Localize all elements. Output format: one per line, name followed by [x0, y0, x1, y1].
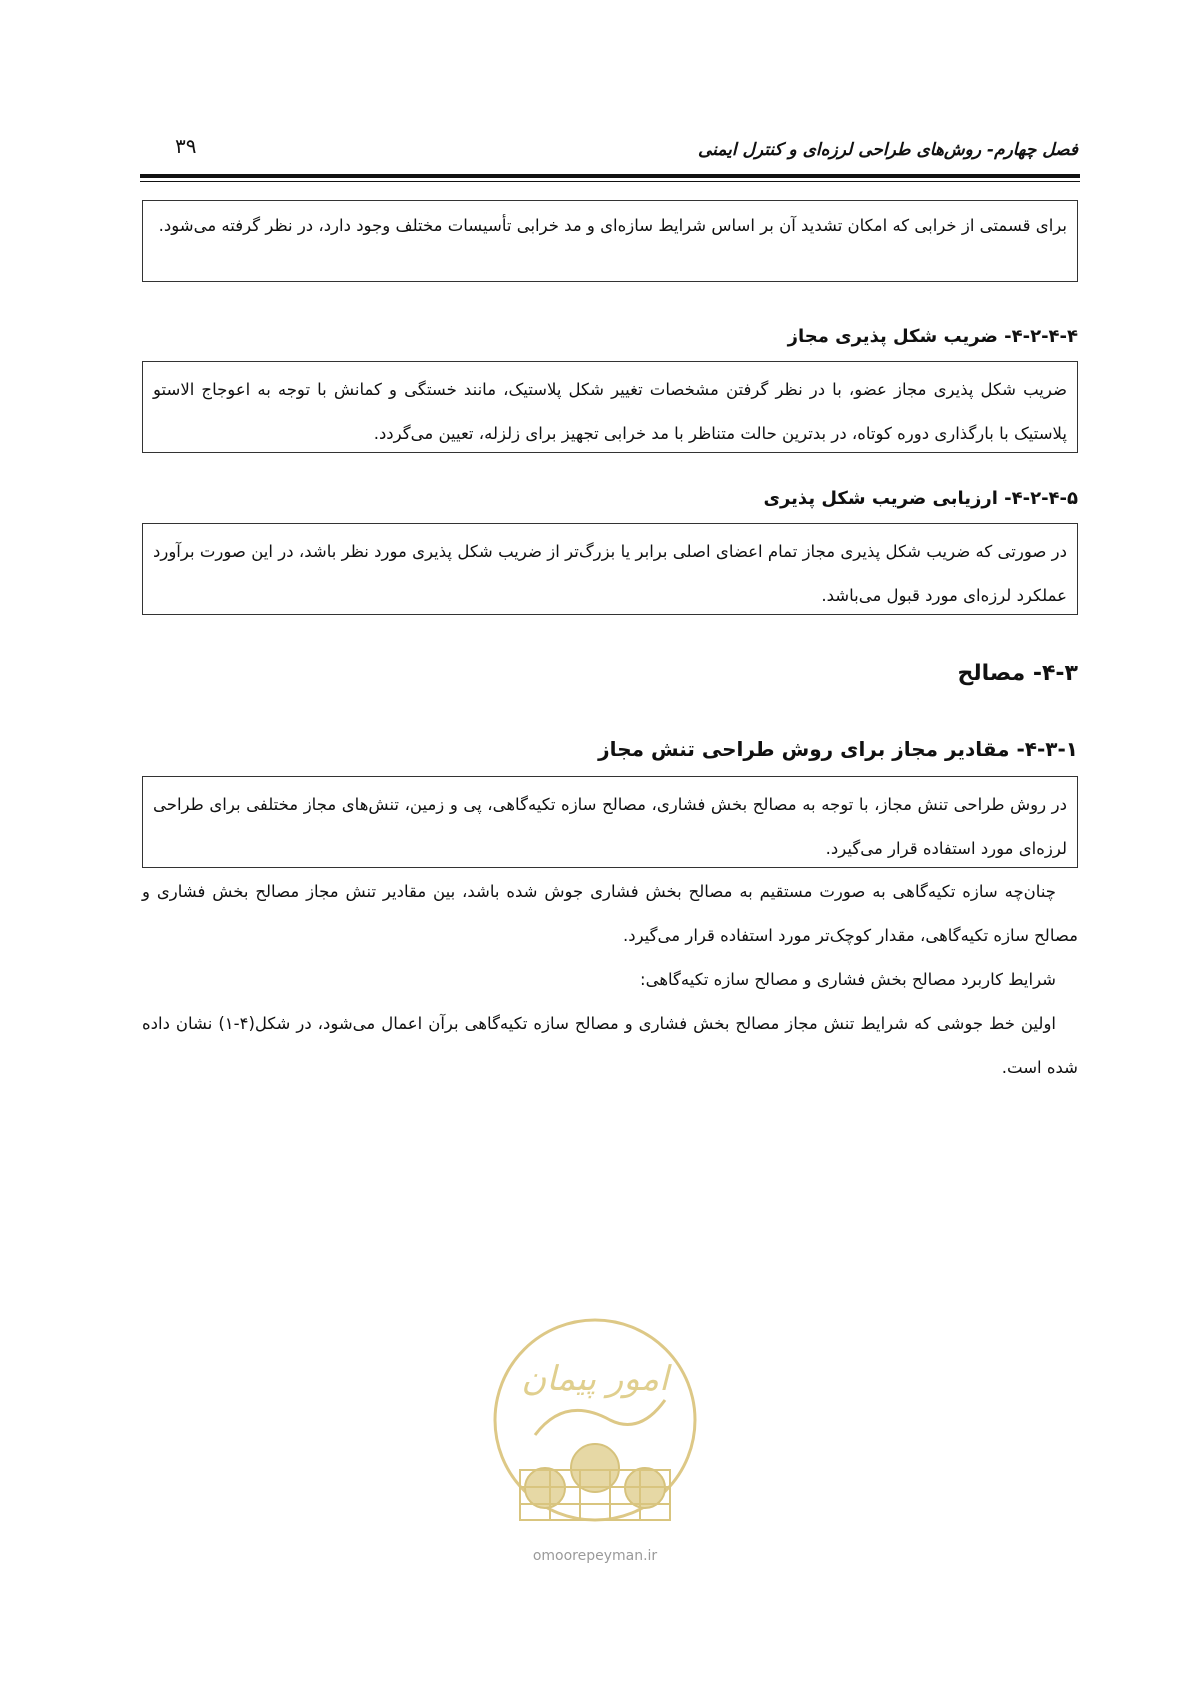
paragraph-conditions: شرایط کاربرد مصالح بخش فشاری و مصالح سازه تکیه‌گاهی:	[640, 970, 1056, 989]
watermark-logo-text: امور پیمان	[521, 1359, 669, 1399]
watermark-caption: omoorepeyman.ir	[532, 1548, 658, 1564]
paragraph-first-weld: اولین خط جوشی که شرایط تنش مجاز مصالح بخش فشاری و مصالح سازه تکیه‌گاهی برآن اعمال می‌شود، در شکل(۴-۱) نشان داده شده است.	[142, 1014, 1078, 1077]
evaluation-box: در صورتی که ضریب شکل پذیری مجاز تمام اعضای اصلی برابر یا بزرگ‌تر از ضریب شکل پذیری مورد نظر باشد، در این صورت برآورد عملکرد لرزه‌ای مورد قبول می‌باشد.	[142, 523, 1078, 615]
page-number: ۳۹	[175, 134, 197, 158]
allowable-stress-box: در روش طراحی تنش مجاز، با توجه به مصالح بخش فشاری، مصالح سازه تکیه‌گاهی، پی و زمین، تنش‌های مجاز مختلفی برای طراحی لرزه‌ای مورد استفاده قرار می‌گیرد.	[142, 776, 1078, 868]
section-heading-4-2-4-5: ۴-۲-۴-۵- ارزیابی ضریب شکل پذیری	[763, 488, 1078, 509]
intro-box: برای قسمتی از خرابی که امکان تشدید آن بر اساس شرایط سازه‌ای و مد خرابی تأسیسات مختلف وجود دارد، در نظر گرفته می‌شود.	[142, 200, 1078, 282]
section-heading-4-3-1: ۴-۳-۱- مقادیر مجاز برای روش طراحی تنش مجاز	[598, 737, 1078, 761]
ductility-box: ضریب شکل پذیری مجاز عضو، با در نظر گرفتن مشخصات تغییر شکل پلاستیک، مانند خستگی و کمانش با توجه به اعوجاج الاستو پلاستیک با بارگذاری دوره کوتاه، در بدترین حالت متناظر با مد خرابی تجهیز برای زلزله، تعیین می‌گردد.	[142, 361, 1078, 453]
paragraph-welding: چنان‌چه سازه تکیه‌گاهی به صورت مستقیم به مصالح بخش فشاری جوش شده باشد، بین مقادیر تنش مجاز مصالح بخش فشاری و مصالح سازه تکیه‌گاهی، مقدار کوچک‌تر مورد استفاده قرار می‌گیرد.	[142, 882, 1078, 945]
running-header: فصل چهارم- روش‌های طراحی لرزه‌ای و کنترل ایمنی	[697, 140, 1078, 160]
header-rule	[140, 174, 1080, 178]
section-heading-4-2-4-4: ۴-۲-۴-۴- ضریب شکل پذیری مجاز	[787, 326, 1078, 347]
header-rule-thin	[140, 181, 1080, 182]
section-heading-4-3: ۴-۳- مصالح	[957, 661, 1078, 686]
watermark-logo	[490, 1310, 700, 1540]
